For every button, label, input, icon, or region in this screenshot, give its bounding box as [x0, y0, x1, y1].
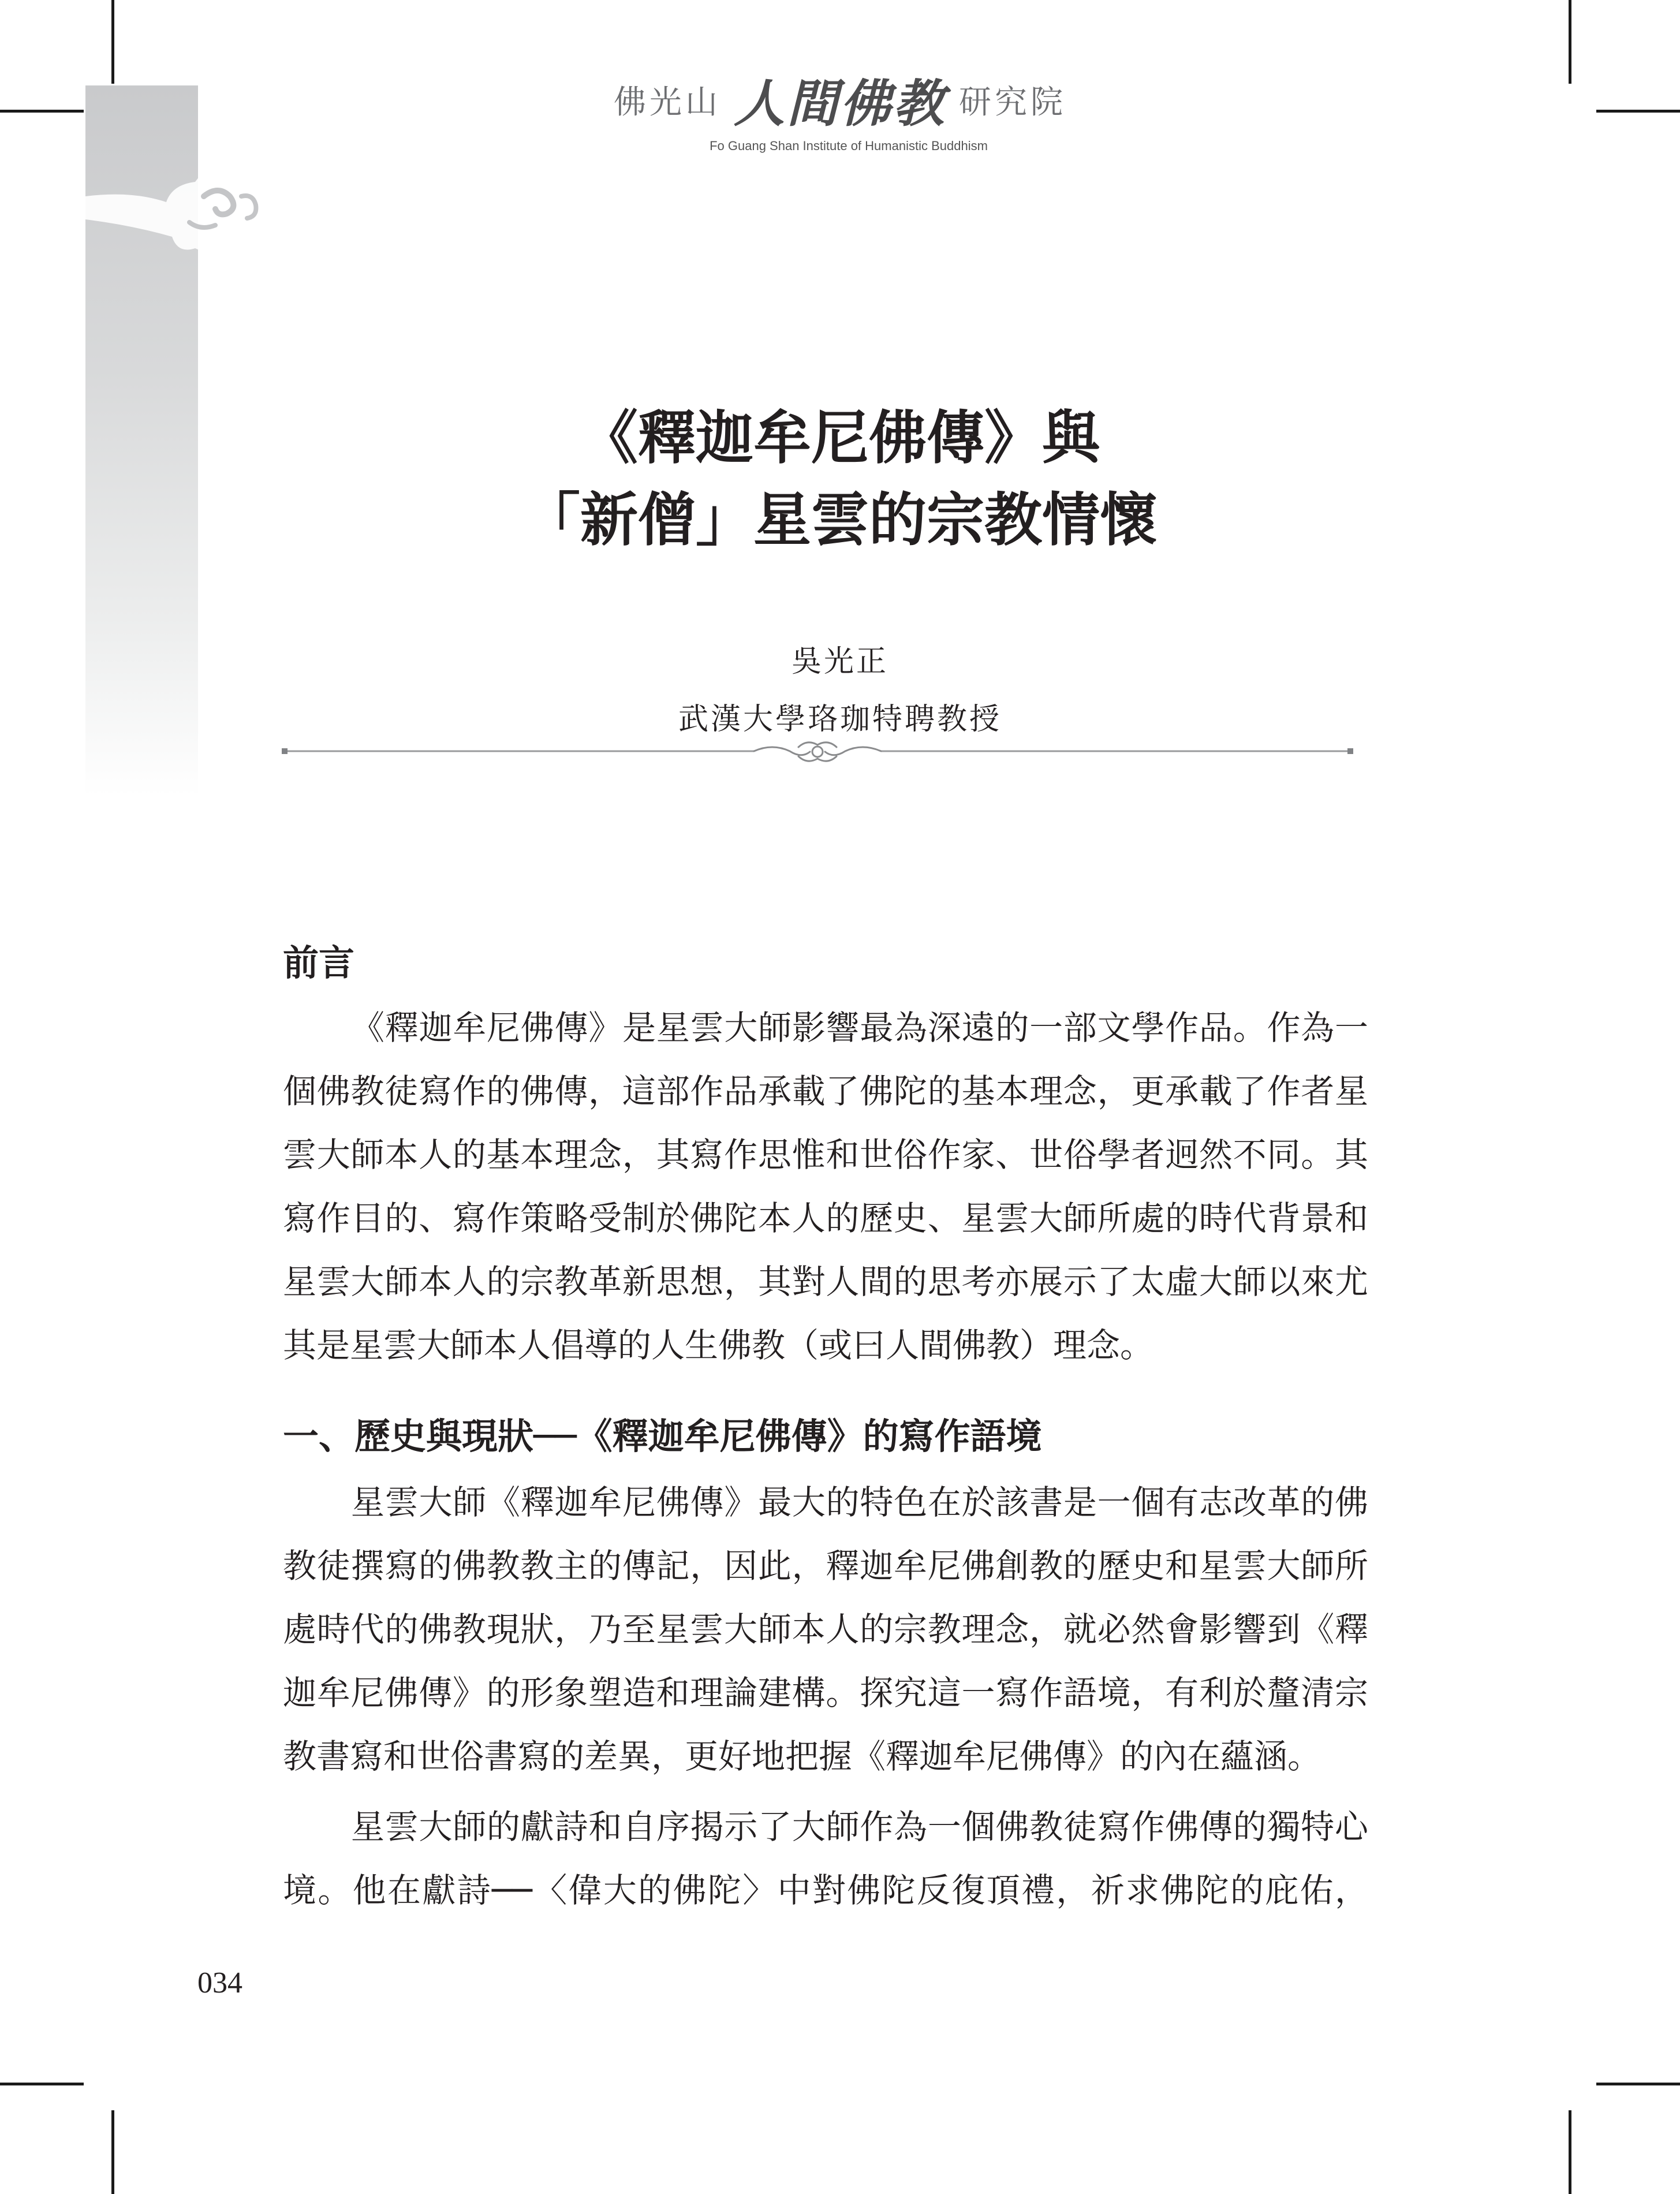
header-suffix: 研究院	[959, 84, 1066, 121]
paragraph-line: 教徒撰寫的佛教教主的傳記，因此，釋迦牟尼佛創教的歷史和星雲大師所	[283, 1546, 1368, 1585]
paragraph-line: 其是星雲大師本人倡導的人生佛教（或曰人間佛教）理念。	[283, 1326, 1154, 1365]
paragraph-line: 寫作目的、寫作策略受制於佛陀本人的歷史、星雲大師所處的時代背景和	[283, 1199, 1368, 1238]
header-prefix: 佛光山	[613, 84, 721, 121]
paragraph-line: 《釋迦牟尼佛傳》是星雲大師影響最為深遠的一部文學作品。作為一	[351, 1008, 1368, 1047]
paragraph-line: 星雲大師《釋迦牟尼佛傳》最大的特色在於該書是一個有志改革的佛	[351, 1483, 1368, 1522]
journal-header	[0, 64, 1680, 154]
article-title-line-1: 《釋迦牟尼佛傳》與	[580, 404, 1100, 472]
article-title-line-2: 「新僧」星雲的宗教情懷	[522, 486, 1158, 554]
paragraph-line: 星雲大師本人的宗教革新思想，其對人間的思考亦展示了太虛大師以來尤	[283, 1262, 1368, 1301]
ornamental-divider	[282, 734, 1353, 769]
paragraph-line: 教書寫和世俗書寫的差異，更好地把握《釋迦牟尼佛傳》的內在蘊涵。	[283, 1737, 1321, 1776]
section-heading-preface: 前言	[283, 942, 355, 984]
crop-mark-bottom-left-horizontal	[0, 2083, 84, 2085]
page-number: 034	[197, 1967, 242, 1999]
paragraph-line: 處時代的佛教現狀，乃至星雲大師本人的宗教理念，就必然會影響到《釋	[283, 1610, 1368, 1649]
crop-mark-bottom-left-vertical	[111, 2110, 114, 2194]
author-name: 吳光正	[791, 644, 888, 679]
crop-mark-bottom-right-vertical	[1569, 2110, 1571, 2194]
paragraph-line: 星雲大師的獻詩和自序揭示了大師作為一個佛教徒寫作佛傳的獨特心	[351, 1807, 1368, 1846]
paragraph-line: 境。他在獻詩──〈偉大的佛陀〉中對佛陀反復頂禮，祈求佛陀的庇佑，	[283, 1871, 1368, 1910]
cloud-ornament-icon	[85, 156, 276, 260]
header-brand-logo: 人間佛教	[733, 73, 946, 133]
header-english: Fo Guang Shan Institute of Humanistic Buddhism	[710, 139, 988, 153]
author-affiliation: 武漢大學珞珈特聘教授	[678, 702, 1002, 737]
crop-mark-bottom-right-horizontal	[1596, 2083, 1680, 2085]
paragraph-line: 雲大師本人的基本理念，其寫作思惟和世俗作家、世俗學者迥然不同。其	[283, 1135, 1368, 1174]
section-heading-history: 一、歷史與現狀──《釋迦牟尼佛傳》的寫作語境	[283, 1415, 1042, 1457]
paragraph-line: 迦牟尼佛傳》的形象塑造和理論建構。探究這一寫作語境，有利於釐清宗	[283, 1673, 1368, 1712]
paragraph-line: 個佛教徒寫作的佛傳，這部作品承載了佛陀的基本理念，更承載了作者星	[283, 1072, 1368, 1111]
